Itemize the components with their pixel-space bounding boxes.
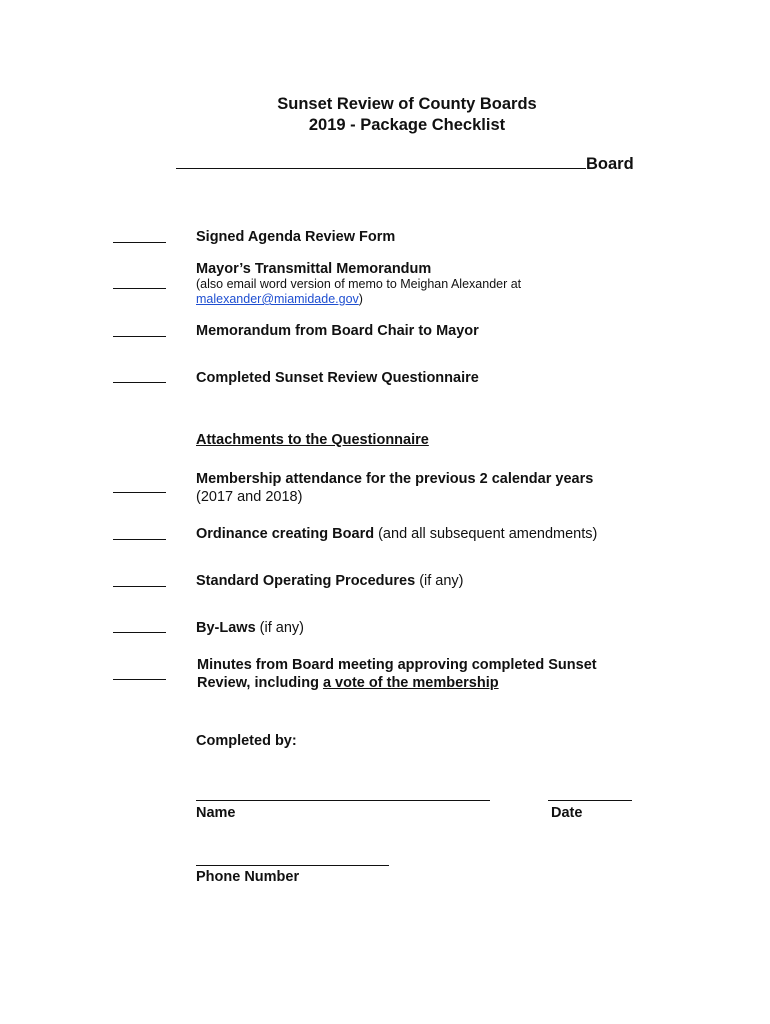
check-membership-attendance[interactable]	[113, 492, 166, 493]
check-mayors-memo[interactable]	[113, 288, 166, 289]
check-sop[interactable]	[113, 586, 166, 587]
date-signature-line[interactable]	[548, 800, 632, 801]
item-membership-years: (2017 and 2018)	[196, 489, 303, 505]
attachments-heading: Attachments to the Questionnaire	[196, 432, 429, 448]
item-ordinance: Ordinance creating Board (and all subsequent amendments)	[196, 526, 598, 542]
item-minutes-line-1: Minutes from Board meeting approving completed Sunset	[197, 657, 597, 673]
check-signed-agenda[interactable]	[113, 242, 166, 243]
item-minutes-line-2: Review, including a vote of the membership	[197, 675, 499, 691]
name-signature-line[interactable]	[196, 800, 490, 801]
check-board-chair-memo[interactable]	[113, 336, 166, 337]
check-minutes[interactable]	[113, 679, 166, 680]
board-label: Board	[586, 155, 634, 173]
item-questionnaire: Completed Sunset Review Questionnaire	[196, 370, 479, 386]
page-title-line-1: Sunset Review of County Boards	[277, 95, 537, 113]
email-link[interactable]: malexander@miamidade.gov	[196, 292, 359, 306]
item-membership-attendance: Membership attendance for the previous 2 calendar years	[196, 471, 594, 487]
board-name-blank[interactable]	[176, 154, 586, 169]
item-signed-agenda: Signed Agenda Review Form	[196, 229, 396, 245]
mayors-memo-note-line-1: (also email word version of memo to Meighan Alexander at	[196, 277, 522, 291]
board-name-field[interactable]	[176, 154, 634, 174]
item-board-chair-memo: Memorandum from Board Chair to Mayor	[196, 323, 479, 339]
page-title-line-2: 2019 - Package Checklist	[308, 116, 506, 134]
completed-by-label: Completed by:	[196, 733, 297, 749]
mayors-memo-note-line-2: malexander@miamidade.gov)	[196, 292, 363, 306]
item-sop: Standard Operating Procedures (if any)	[196, 573, 464, 589]
check-ordinance[interactable]	[113, 539, 166, 540]
check-questionnaire[interactable]	[113, 382, 166, 383]
check-bylaws[interactable]	[113, 632, 166, 633]
date-label: Date	[551, 805, 583, 821]
phone-signature-line[interactable]	[196, 865, 389, 866]
item-bylaws: By-Laws (if any)	[196, 620, 304, 636]
item-mayors-memo: Mayor’s Transmittal Memorandum	[196, 261, 432, 277]
phone-number-label: Phone Number	[196, 869, 300, 885]
name-label: Name	[196, 805, 236, 821]
